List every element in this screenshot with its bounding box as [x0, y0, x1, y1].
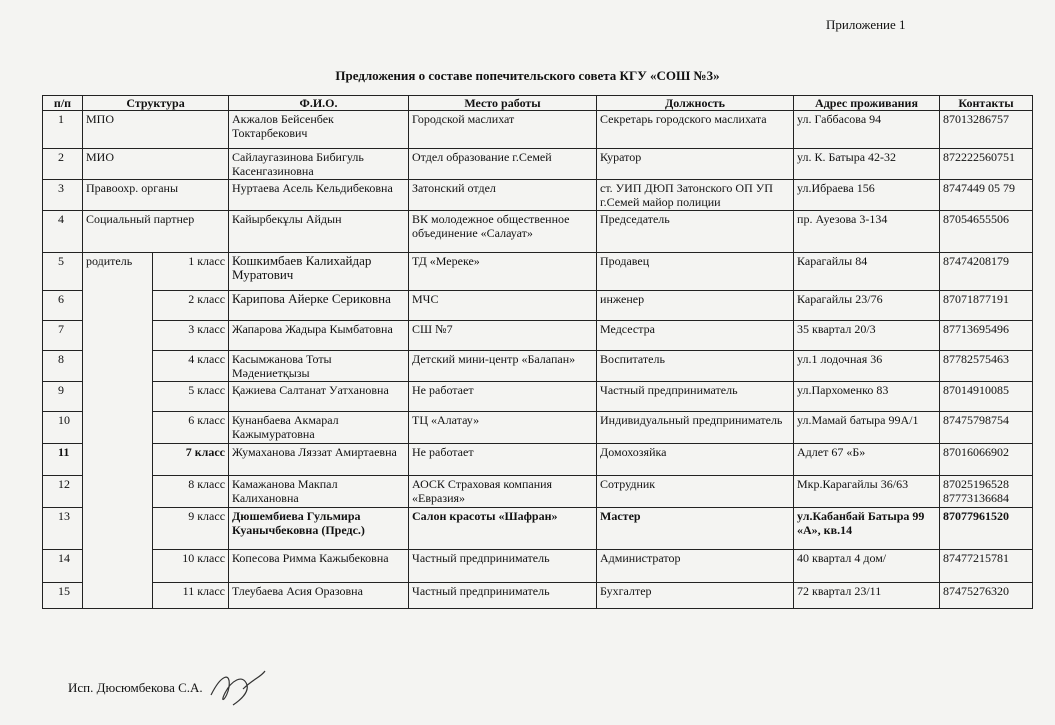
row-workplace: Салон красоты «Шафран»: [409, 508, 597, 550]
row-fio: Камажанова Макпал Калихановна: [229, 476, 409, 508]
row-contacts: 87477215781: [940, 550, 1033, 583]
row-structure: МПО: [83, 111, 229, 149]
table-row: [43, 444, 1033, 476]
header-structure: Структура: [83, 96, 229, 111]
header-contacts: Контакты: [940, 96, 1033, 111]
row-address: 40 квартал 4 дом/: [794, 550, 940, 583]
row-structure: Социальный партнер: [83, 211, 229, 253]
header-num: п/п: [43, 96, 83, 111]
row-contacts: 87474208179: [940, 253, 1033, 291]
header-workplace: Место работы: [409, 96, 597, 111]
table-row: [43, 382, 1033, 412]
row-workplace: ТЦ «Алатау»: [409, 412, 597, 444]
row-class: 10 класс: [153, 550, 229, 583]
row-fio: Копесова Римма Кажыбековна: [229, 550, 409, 583]
row-position: Администратор: [597, 550, 794, 583]
row-num: 8: [43, 351, 83, 382]
row-position: Частный предприниматель: [597, 382, 794, 412]
table-row: [43, 583, 1033, 609]
row-contacts: 87054655506: [940, 211, 1033, 253]
row-contacts: 87475276320: [940, 583, 1033, 609]
row-position: Сотрудник: [597, 476, 794, 508]
row-num: 7: [43, 321, 83, 351]
row-fio: Қажиева Салтанат Уатхановна: [229, 382, 409, 412]
row-workplace: ТД «Мереке»: [409, 253, 597, 291]
row-address: ул.Пархоменко 83: [794, 382, 940, 412]
row-num: 15: [43, 583, 83, 609]
row-contacts: 87013286757: [940, 111, 1033, 149]
row-address: ул.Мамай батыра 99А/1: [794, 412, 940, 444]
row-address: ул. К. Батыра 42-32: [794, 149, 940, 180]
row-workplace: Частный предприниматель: [409, 583, 597, 609]
row-address: ул.1 лодочная 36: [794, 351, 940, 382]
row-address: Адлет 67 «Б»: [794, 444, 940, 476]
table-row: [43, 351, 1033, 382]
row-num: 12: [43, 476, 83, 508]
row-fio: Касымжанова Тоты Мәдениетқызы: [229, 351, 409, 382]
row-workplace: Не работает: [409, 382, 597, 412]
table-row: [43, 508, 1033, 550]
header-fio: Ф.И.О.: [229, 96, 409, 111]
row-num: 1: [43, 111, 83, 149]
row-contacts: 8747449 05 79: [940, 180, 1033, 211]
row-class: 6 класс: [153, 412, 229, 444]
row-class: 4 класс: [153, 351, 229, 382]
row-contacts: 87782575463: [940, 351, 1033, 382]
table-row: [43, 180, 1033, 211]
row-address: Мкр.Карагайлы 36/63: [794, 476, 940, 508]
row-class: 5 класс: [153, 382, 229, 412]
row-contacts: 872222560751: [940, 149, 1033, 180]
row-class: 9 класс: [153, 508, 229, 550]
table-row: [43, 291, 1033, 321]
header-position: Должность: [597, 96, 794, 111]
row-address: ул. Габбасова 94: [794, 111, 940, 149]
row-workplace: МЧС: [409, 291, 597, 321]
row-class: 7 класс: [153, 444, 229, 476]
row-class: 2 класс: [153, 291, 229, 321]
row-position: инженер: [597, 291, 794, 321]
row-contacts: 87071877191: [940, 291, 1033, 321]
row-class: 8 класс: [153, 476, 229, 508]
signature-image: [203, 665, 273, 710]
row-structure: Правоохр. органы: [83, 180, 229, 211]
row-num: 2: [43, 149, 83, 180]
table-row: [43, 253, 1033, 291]
table-row: [43, 211, 1033, 253]
row-workplace: ВК молодежное общественное объединение «Салауат»: [409, 211, 597, 253]
row-contacts: 87025196528 87773136684: [940, 476, 1033, 508]
row-class: 11 класс: [153, 583, 229, 609]
row-position: Воспитатель: [597, 351, 794, 382]
header-row: [43, 96, 1033, 111]
row-workplace: Частный предприниматель: [409, 550, 597, 583]
row-workplace: Отдел образование г.Семей: [409, 149, 597, 180]
council-table: [42, 95, 1033, 609]
row-workplace: Детский мини-центр «Балапан»: [409, 351, 597, 382]
parent-group-label: родитель: [83, 253, 153, 609]
row-address: ул.Кабанбай Батыра 99 «А», кв.14: [794, 508, 940, 550]
table-row: [43, 476, 1033, 508]
row-position: Куратор: [597, 149, 794, 180]
row-fio: Кунанбаева Акмарал Кажымуратовна: [229, 412, 409, 444]
row-address: Карагайлы 84: [794, 253, 940, 291]
row-position: ст. УИП ДЮП Затонского ОП УП г.Семей майор полиции: [597, 180, 794, 211]
row-position: Домохозяйка: [597, 444, 794, 476]
table-row: [43, 550, 1033, 583]
row-contacts: 87014910085: [940, 382, 1033, 412]
row-workplace: Затонский отдел: [409, 180, 597, 211]
row-fio: Жапарова Жадыра Кымбатовна: [229, 321, 409, 351]
row-fio: Акжалов Бейсенбек Токтарбекович: [229, 111, 409, 149]
row-position: Бухгалтер: [597, 583, 794, 609]
header-address: Адрес проживания: [794, 96, 940, 111]
row-num: 6: [43, 291, 83, 321]
row-fio: Кошкимбаев Калихайдар Муратович: [229, 253, 409, 291]
executor-note: Исп. Дюсюмбекова С.А.: [68, 680, 203, 695]
row-class: 1 класс: [153, 253, 229, 291]
row-address: пр. Ауезова 3-134: [794, 211, 940, 253]
row-fio: Карипова Айерке Сериковна: [229, 291, 409, 321]
row-fio: Сайлаугазинова Бибигуль Касенгазиновна: [229, 149, 409, 180]
appendix-label: Приложение 1: [826, 17, 906, 32]
row-structure: МИО: [83, 149, 229, 180]
row-num: 3: [43, 180, 83, 211]
row-fio: Тлеубаева Асия Оразовна: [229, 583, 409, 609]
row-workplace: Городской маслихат: [409, 111, 597, 149]
table-row: [43, 149, 1033, 180]
row-address: ул.Ибраева 156: [794, 180, 940, 211]
row-contacts: 87475798754: [940, 412, 1033, 444]
row-num: 10: [43, 412, 83, 444]
table-row: [43, 412, 1033, 444]
row-address: 35 квартал 20/3: [794, 321, 940, 351]
table-row: [43, 111, 1033, 149]
document-title: Предложения о составе попечительского совета КГУ «СОШ №3»: [335, 68, 720, 83]
row-fio: Нуртаева Асель Кельдибековна: [229, 180, 409, 211]
row-fio: Дюшембиева Гульмира Куанычбековна (Предс.): [229, 508, 409, 550]
row-position: Медсестра: [597, 321, 794, 351]
row-workplace: АОСК Страховая компания «Евразия»: [409, 476, 597, 508]
row-contacts: 87077961520: [940, 508, 1033, 550]
table-row: [43, 321, 1033, 351]
row-fio: Жумаханова Ляззат Амиртаевна: [229, 444, 409, 476]
row-workplace: Не работает: [409, 444, 597, 476]
row-num: 13: [43, 508, 83, 550]
row-address: Карагайлы 23/76: [794, 291, 940, 321]
row-position: Индивидуальный предприниматель: [597, 412, 794, 444]
row-address: 72 квартал 23/11: [794, 583, 940, 609]
row-num: 4: [43, 211, 83, 253]
row-num: 5: [43, 253, 83, 291]
row-position: Мастер: [597, 508, 794, 550]
row-position: Секретарь городского маслихата: [597, 111, 794, 149]
row-position: Продавец: [597, 253, 794, 291]
row-num: 9: [43, 382, 83, 412]
row-contacts: 87713695496: [940, 321, 1033, 351]
row-num: 11: [43, 444, 83, 476]
row-fio: Кайырбекұлы Айдын: [229, 211, 409, 253]
row-class: 3 класс: [153, 321, 229, 351]
row-contacts: 87016066902: [940, 444, 1033, 476]
row-num: 14: [43, 550, 83, 583]
row-position: Председатель: [597, 211, 794, 253]
row-workplace: СШ №7: [409, 321, 597, 351]
